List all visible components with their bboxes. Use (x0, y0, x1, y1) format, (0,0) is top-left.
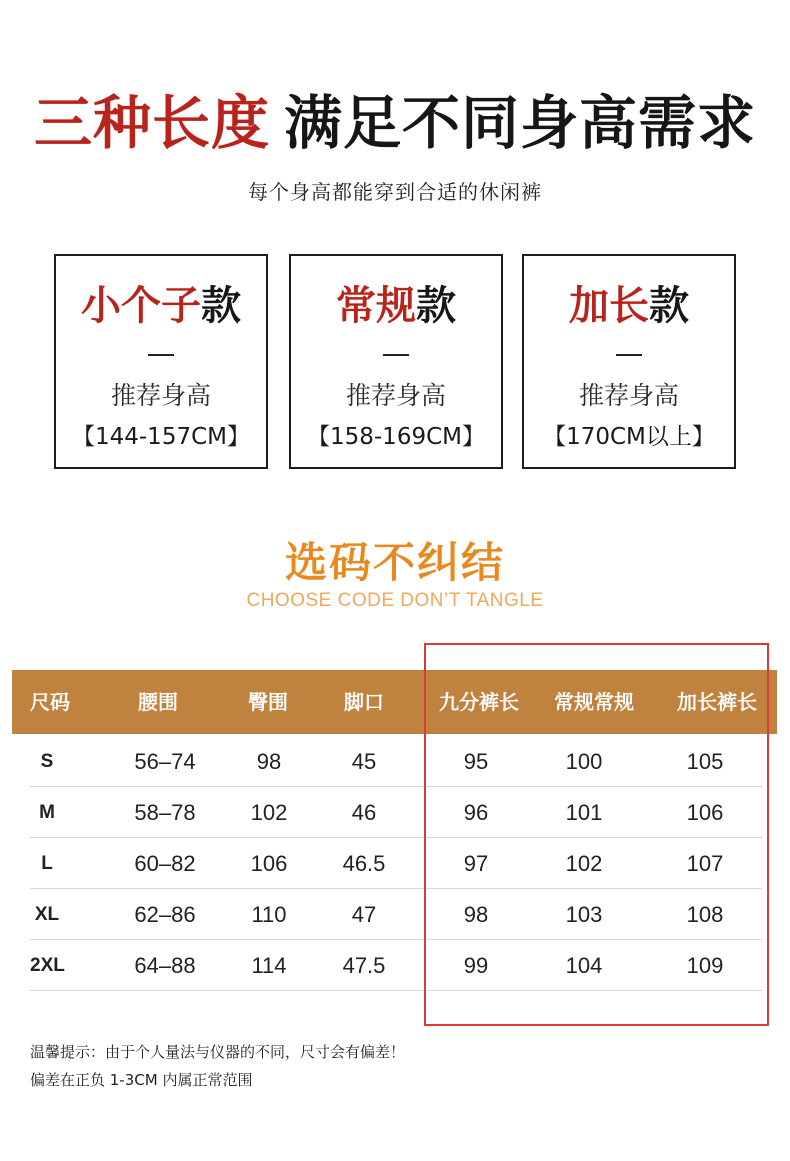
section-title: 选码不纠结 (284, 538, 505, 587)
length-columns-highlight (424, 643, 769, 1026)
cell-hip: 102 (250, 800, 288, 825)
card-petite (54, 254, 268, 469)
cell-size: L (41, 853, 53, 874)
cell-long-length: 107 (686, 851, 724, 876)
cell-hip: 106 (250, 851, 288, 876)
cell-cropped-length: 97 (463, 851, 489, 876)
cell-waist: 58–78 (134, 800, 196, 825)
cell-regular-length: 102 (565, 851, 603, 876)
card-title-black: 款 (649, 283, 689, 329)
cell-leg-opening: 45 (351, 749, 377, 774)
cell-leg-opening: 47 (351, 902, 377, 927)
cell-long-length: 108 (686, 902, 724, 927)
card-title (56, 280, 266, 332)
card-divider (148, 354, 174, 356)
tip-note-1: 温馨提示：由于个人量法与仪器的不同，尺寸会有偏差！ (30, 1043, 406, 1061)
cell-leg-opening: 47.5 (342, 953, 386, 978)
cell-size: 2XL (30, 955, 65, 976)
cell-size: XL (34, 904, 60, 925)
tip-note-2: 偏差在正负 1-3CM 内属正常范围 (30, 1071, 253, 1089)
cell-regular-length: 103 (565, 902, 603, 927)
card-label: 推荐身高 (110, 381, 211, 410)
card-label: 推荐身高 (345, 381, 446, 410)
card-title-red: 常规 (336, 283, 416, 329)
section-subtitle: CHOOSE CODE DON’T TANGLE (246, 590, 544, 611)
card-divider (383, 354, 409, 356)
card-title (291, 280, 501, 332)
card-height-range: 【158-169CM】 (306, 424, 485, 450)
cell-hip: 98 (256, 749, 282, 774)
card-regular (289, 254, 503, 469)
card-divider (616, 354, 642, 356)
header-long-length: 加长裤长 (677, 690, 757, 714)
header-cropped-length: 九分裤长 (439, 690, 519, 714)
card-title-black: 款 (201, 283, 241, 329)
cell-size: M (39, 802, 55, 823)
cell-cropped-length: 96 (463, 800, 489, 825)
card-title-red: 小个子 (81, 283, 201, 329)
cell-size: S (40, 751, 54, 772)
cell-cropped-length: 95 (463, 749, 489, 774)
cell-waist: 60–82 (134, 851, 196, 876)
cell-waist: 62–86 (134, 902, 196, 927)
cell-waist: 56–74 (134, 749, 196, 774)
page-headline (0, 88, 790, 158)
headline-red-part: 三种长度 (33, 89, 270, 157)
cell-hip: 114 (251, 953, 287, 978)
cell-cropped-length: 99 (463, 953, 489, 978)
headline-black-part: 满足不同身高需求 (284, 89, 757, 157)
cell-leg-opening: 46 (351, 800, 377, 825)
cell-regular-length: 100 (565, 749, 603, 774)
cell-regular-length: 104 (565, 953, 603, 978)
cell-long-length: 106 (686, 800, 724, 825)
header-size: 尺码 (30, 690, 70, 714)
cell-cropped-length: 98 (463, 902, 489, 927)
cell-leg-opening: 46.5 (342, 851, 386, 876)
page-subheading: 每个身高都能穿到合适的休闲裤 (248, 180, 542, 204)
card-height-range: 【144-157CM】 (71, 424, 250, 450)
cell-long-length: 109 (686, 953, 724, 978)
card-title-red: 加长 (569, 283, 649, 329)
header-waist: 腰围 (138, 690, 178, 714)
card-long (522, 254, 736, 469)
header-regular-length: 常规常规 (554, 690, 634, 714)
card-title-black: 款 (416, 283, 456, 329)
card-title (524, 280, 734, 332)
card-height-range: 【170CM以上】 (543, 424, 715, 450)
cell-waist: 64–88 (134, 953, 196, 978)
cell-long-length: 105 (686, 749, 724, 774)
cell-hip: 110 (251, 902, 287, 927)
header-leg-opening: 脚口 (344, 690, 384, 714)
header-hip: 臀围 (248, 690, 288, 714)
card-label: 推荐身高 (578, 381, 679, 410)
cell-regular-length: 101 (565, 800, 603, 825)
